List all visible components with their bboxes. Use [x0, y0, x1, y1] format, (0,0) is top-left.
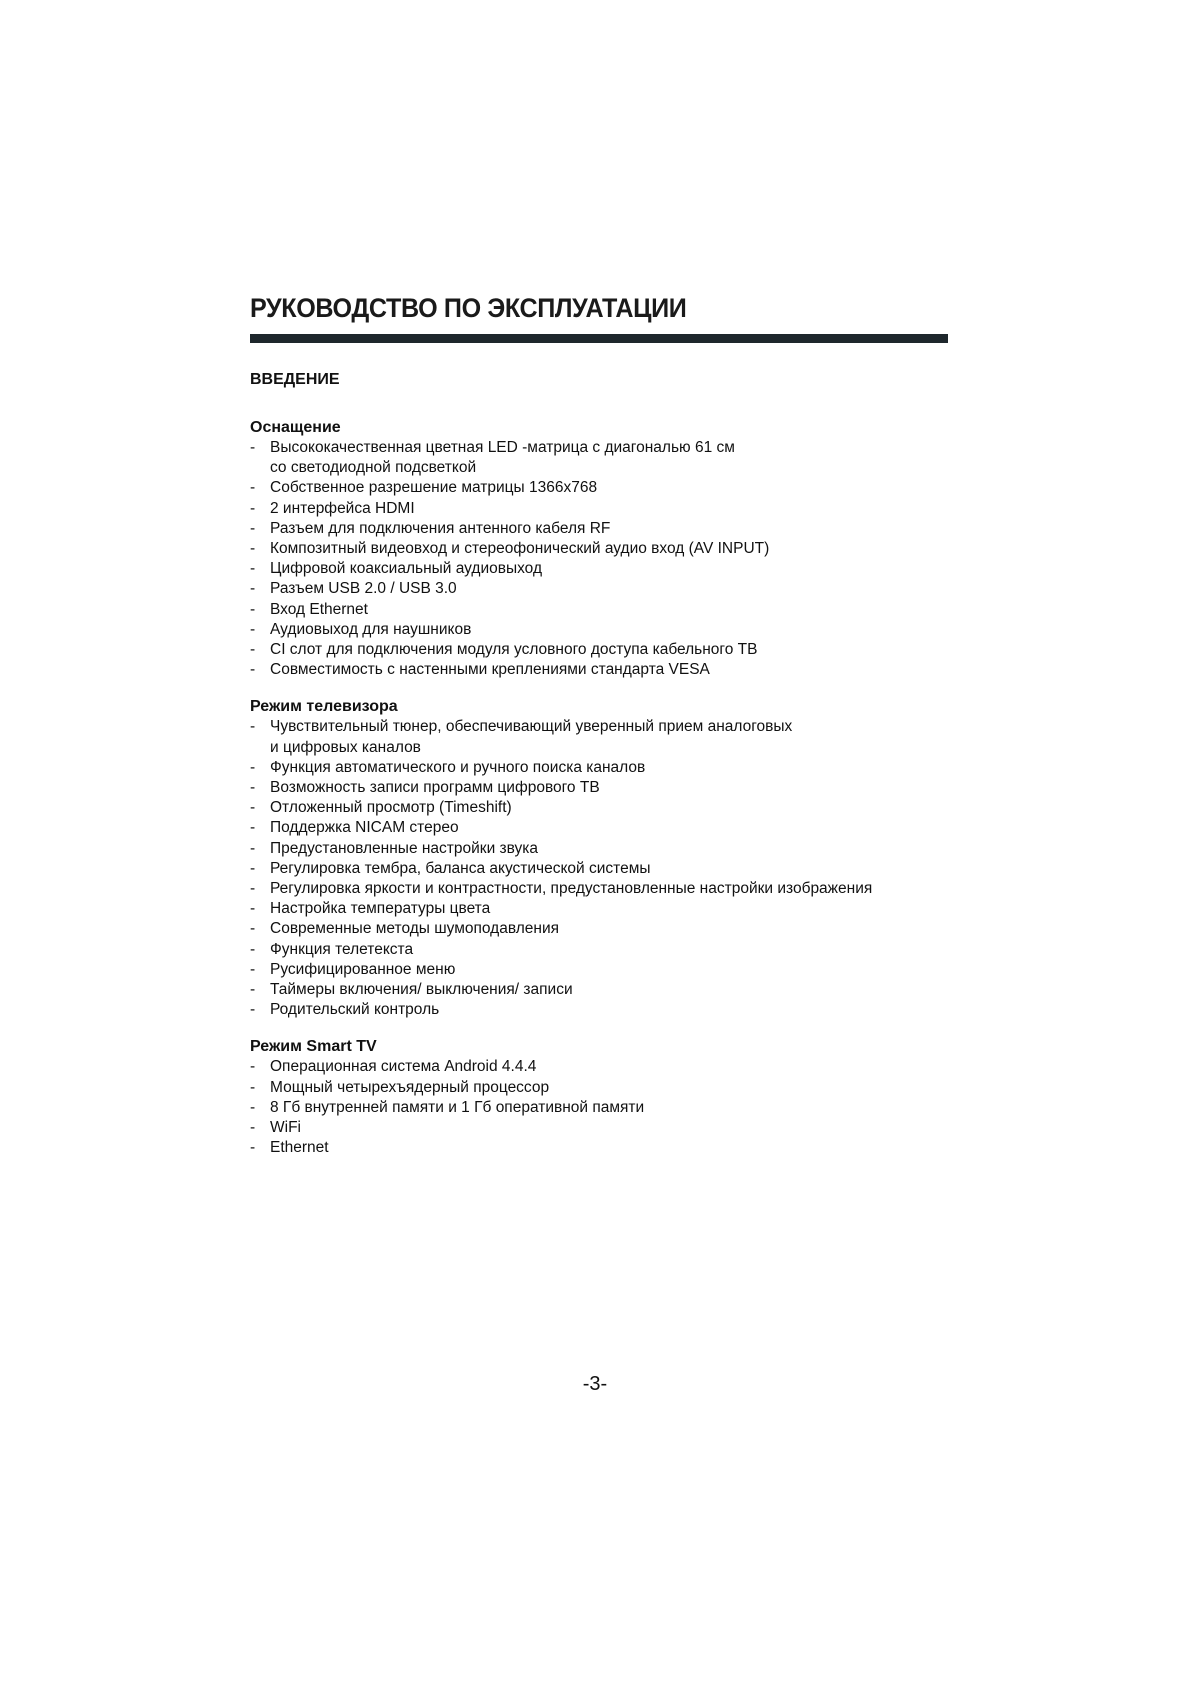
- list-item: [250, 859, 950, 879]
- bullet-dash: -: [250, 641, 256, 659]
- list-item-text: Родительский контроль: [270, 1001, 440, 1019]
- list-item: [250, 899, 950, 919]
- list-item: [250, 960, 950, 980]
- bullet-dash: -: [250, 479, 256, 497]
- list-item-text: Таймеры включения/ выключения/ записи: [270, 981, 573, 999]
- list-item-text: Операционная система Android 4.4.4: [270, 1058, 537, 1076]
- list-item-text: Русифицированное меню: [270, 960, 456, 978]
- list-item-text: Аудиовыход для наушников: [270, 620, 472, 638]
- intro-heading: ВВЕДЕНИЕ: [250, 371, 340, 388]
- list-item-text: Ethernet: [270, 1139, 329, 1157]
- page-content: [250, 292, 950, 1157]
- list-item-text: Мощный четырехъядерный процессор: [270, 1078, 550, 1096]
- bullet-dash: -: [250, 580, 256, 598]
- list-item-text: 2 интерфейса HDMI: [270, 499, 415, 517]
- list-item-text: и цифровых каналов: [270, 738, 421, 756]
- list-item: [250, 499, 950, 519]
- list-item-text: Совместимость с настенными креплениями стандарта VESA: [270, 661, 710, 679]
- list-item-text: Разъем USB 2.0 / USB 3.0: [270, 580, 457, 598]
- feature-section: [250, 697, 950, 1020]
- list-item-text: Регулировка тембра, баланса акустической системы: [270, 859, 651, 877]
- section-title: Режим телевизора: [250, 698, 398, 716]
- list-item: [250, 1138, 950, 1158]
- bullet-dash: -: [250, 439, 256, 456]
- list-item: [250, 1000, 950, 1020]
- list-item-text: Регулировка яркости и контрастности, предустановленные настройки изображения: [270, 880, 873, 898]
- feature-section: [250, 418, 950, 680]
- list-item: [250, 559, 950, 579]
- list-item: [250, 620, 950, 640]
- bullet-dash: -: [250, 960, 256, 978]
- bullet-dash: -: [250, 819, 256, 837]
- bullet-dash: -: [250, 1001, 256, 1019]
- feature-sections: [250, 418, 950, 1176]
- list-item-text: Собственное разрешение матрицы 1366x768: [270, 479, 598, 497]
- list-item-text: Функция автоматического и ручного поиска каналов: [270, 758, 646, 776]
- bullet-dash: -: [250, 718, 256, 736]
- feature-section: [250, 1037, 950, 1158]
- list-item-text: Современные методы шумоподавления: [270, 920, 559, 938]
- list-item-text: Вход Ethernet: [270, 600, 368, 618]
- bullet-dash: -: [250, 758, 256, 776]
- page-number: -3-: [582, 1373, 608, 1395]
- list-item: [250, 1057, 950, 1077]
- list-item: [250, 717, 950, 757]
- list-item-text: WiFi: [270, 1119, 301, 1137]
- bullet-dash: -: [250, 859, 256, 877]
- list-item: [250, 519, 950, 539]
- list-item: [250, 778, 950, 798]
- list-item-text: Чувствительный тюнер, обеспечивающий уверенный прием аналоговых: [270, 718, 793, 736]
- list-item-text: Высококачественная цветная LED -матрица с диагональю 61 см: [270, 439, 735, 456]
- bullet-dash: -: [250, 1098, 256, 1116]
- list-item: [250, 798, 950, 818]
- list-item: [250, 1118, 950, 1138]
- list-item: [250, 879, 950, 899]
- list-item: [250, 539, 950, 559]
- feature-list: [250, 717, 950, 1020]
- list-item: [250, 640, 950, 660]
- section-title: Оснащение: [250, 419, 341, 436]
- list-item-text: Функция телетекста: [270, 940, 414, 958]
- bullet-dash: -: [250, 900, 256, 918]
- bullet-dash: -: [250, 540, 256, 558]
- list-item: [250, 980, 950, 1000]
- bullet-dash: -: [250, 880, 256, 898]
- bullet-dash: -: [250, 1119, 256, 1137]
- list-item-text: Разъем для подключения антенного кабеля RF: [270, 519, 611, 537]
- list-item: [250, 919, 950, 939]
- title-underline-bar: [250, 334, 948, 343]
- bullet-dash: -: [250, 981, 256, 999]
- bullet-dash: -: [250, 600, 256, 618]
- list-item-text: Настройка температуры цвета: [270, 900, 491, 918]
- list-item: [250, 579, 950, 599]
- feature-list: [250, 438, 950, 680]
- bullet-dash: -: [250, 1058, 256, 1076]
- list-item-text: Отложенный просмотр (Timeshift): [270, 799, 512, 817]
- bullet-dash: -: [250, 560, 256, 578]
- section-title: Режим Smart TV: [250, 1038, 377, 1056]
- list-item: [250, 818, 950, 838]
- bullet-dash: -: [250, 799, 256, 817]
- bullet-dash: -: [250, 661, 256, 679]
- bullet-dash: -: [250, 519, 256, 537]
- list-item: [250, 758, 950, 778]
- list-item-text: Композитный видеовход и стереофонический аудио вход (AV INPUT): [270, 540, 770, 558]
- bullet-dash: -: [250, 779, 256, 797]
- list-item: [250, 1078, 950, 1098]
- list-item: [250, 940, 950, 960]
- bullet-dash: -: [250, 1078, 256, 1096]
- feature-list: [250, 1057, 950, 1158]
- list-item-text: CI слот для подключения модуля условного доступа кабельного ТВ: [270, 641, 758, 659]
- bullet-dash: -: [250, 940, 256, 958]
- bullet-dash: -: [250, 1139, 256, 1157]
- list-item-text: Цифровой коаксиальный аудиовыход: [270, 560, 543, 578]
- list-item-text: со светодиодной подсветкой: [270, 459, 477, 477]
- bullet-dash: -: [250, 499, 256, 517]
- list-item-text: Поддержка NICAM стерео: [270, 819, 459, 837]
- list-item-text: Предустановленные настройки звука: [270, 839, 539, 857]
- list-item: [250, 1098, 950, 1118]
- bullet-dash: -: [250, 920, 256, 938]
- list-item-text: 8 Гб внутренней памяти и 1 Гб оперативной памяти: [270, 1098, 645, 1116]
- list-item: [250, 660, 950, 680]
- list-item: [250, 600, 950, 620]
- bullet-dash: -: [250, 620, 256, 638]
- list-item-text: Возможность записи программ цифрового ТВ: [270, 779, 600, 797]
- list-item: [250, 478, 950, 498]
- list-item: [250, 839, 950, 859]
- page-title: РУКОВОДСТВО ПО ЭКСПЛУАТАЦИИ: [250, 293, 687, 323]
- bullet-dash: -: [250, 839, 256, 857]
- list-item: [250, 438, 950, 478]
